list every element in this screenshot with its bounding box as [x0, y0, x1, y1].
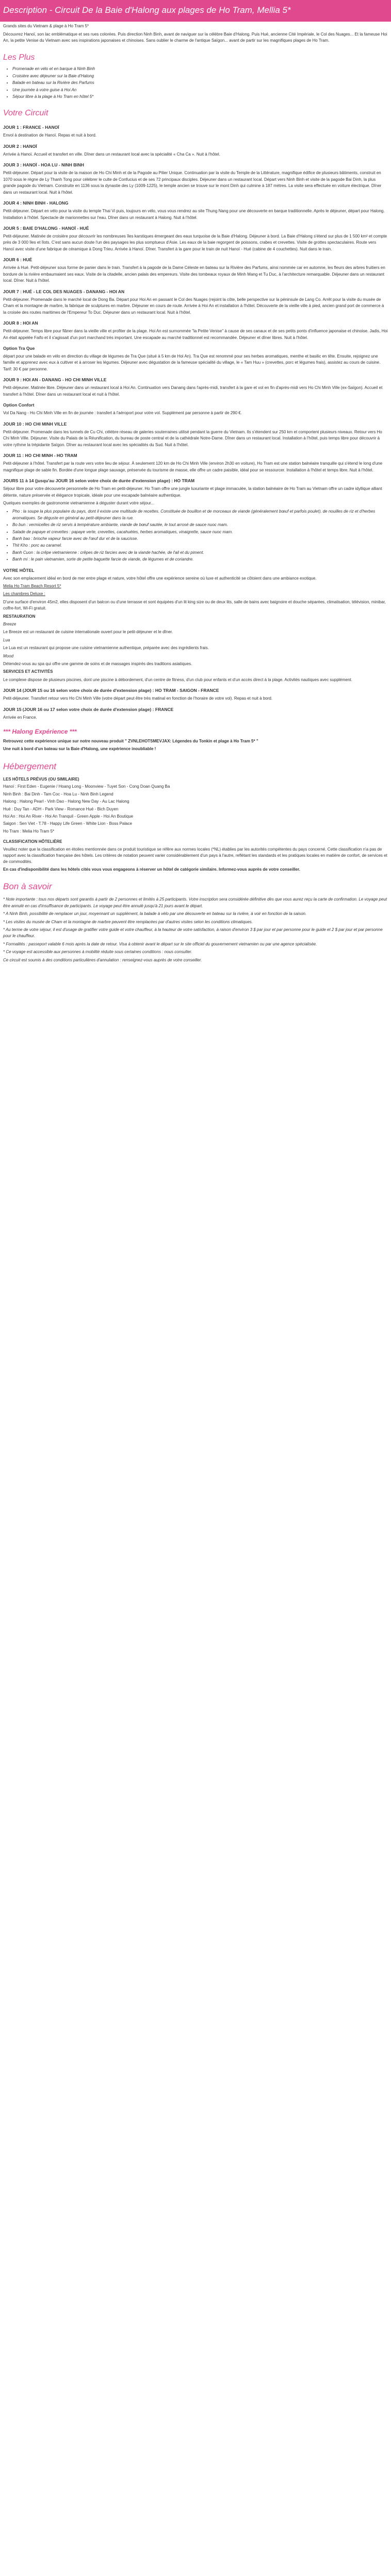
classification-label: CLASSIFICATION HÔTELIÈRE — [3, 839, 62, 844]
day-end-2-title: JOUR 15 (JOUR 16 ou 17 selon votre choix de durée d'extension plage) : FRANCE — [3, 706, 174, 712]
promo-title: *** Halong Expérience *** — [3, 728, 77, 736]
plus-list — [12, 66, 388, 100]
day-text: départ pour une balade en vélo en direction du village de légumes de Tra Que (situé à 5 km de Hoi An). Tra Que est renommé pour ses herbes aromatiques, menthe et basilic en tête. Ensuite, rejoignez une famille et apprenez avec eux à cultiver et à arroser les légumes. Déjeuner avec dégustation de la fameuse spécialité du village, le « Tam Huu » (crevettes, porc et légumes frais), assistez au cours de cuisine. Tarif: 30 € par personne. — [3, 354, 381, 371]
hotel-name: Melia Ho Tram Beach Resort 5* — [3, 584, 61, 589]
day-text: Petit-déjeuner. Promenade dans le marché local de Dong Ba. Départ pour Hoi An en passant le Col des Nuages (rejoint la côte, belle perspective sur la péninsule de Lang Co. Arrêt pour la visite du musée de Cham et la montagne de marbre, la fabrique de sculptures en marbre. Déjeuner en cours de route. Arrivée à Hoi An et installation à l'hôtel. Découverte de la vieille ville à pied, ancien grand port de commerce à la croisée des routes maritimes de l'Empereur To Duc. Déjeuner dans un restaurant local. Nuit à l'hôtel. — [3, 297, 384, 315]
day-text: Petit-déjeuner. Matinée de croisière pour découvrir les nombreuses îles karstiques émergeant des eaux turquoise de la Baie d'Halong. Déjeuner à bord. La Baie d'Halong s'étend sur plus de 1 500 km² et compte près de 3 000 îles et îlots. C'est sans aucun doute l'un des paysages les plus somptueux d'Asie. Les eaux de la baie regorgent de poissons, crabes et crevettes. Visite de grottes spectaculaires. Route vers Hanoï avec visite d'une fabrique de céramique à Dong Trieu. Arrivée à Hanoï. Dîner. Transfert à la gare pour le train de nuit Hanoï - Hué (cabine de 4 couchettes). Nuit dans le train. — [3, 234, 387, 251]
restaurant-2-text: Le Lua est un restaurant qui propose une cuisine vietnamienne authentique, préparée avec des ingrédients frais. — [3, 646, 209, 651]
gastronomy-item: • Salade de papaye et crevettes : papaye verte, crevettes, cacahuètes, herbes aromatiques, vinaigrette, sauce nuoc mam. — [12, 529, 388, 535]
note-item: * Les visites du musée de Cham et la montagne de marbre peuvent être remplacées par d'autres visites selon les conditions climatiques. — [3, 919, 253, 924]
day-title: JOUR 7 : HUÉ - LE COL DES NUAGES - DANANG - HOI AN — [3, 289, 125, 294]
plus-item: • Croisière avec déjeuner sur la Baie d'Halong — [12, 73, 388, 79]
day-title: Option Tra Que — [3, 345, 35, 351]
day-title: JOUR 6 : HUÉ — [3, 257, 32, 263]
hotel-item: Hanoï : First Eden - Eugenie / Hoang Long - Moonview - Tuyet Son - Cong Doan Quang Ba — [3, 784, 170, 789]
gastronomy-item: • Banh mi : le pain vietnamien, sorte de petite baguette farcie de viande, de légumes et de coriandre. — [12, 556, 388, 563]
restaurants-label: RESTAURATION — [3, 614, 36, 619]
note-item: * Ce voyage est accessible aux personnes à mobilité réduite sous certaines conditions : nous consulter. — [3, 950, 192, 955]
hotel-title: VOTRE HÔTEL — [3, 567, 35, 573]
hotels-list — [3, 776, 388, 873]
day-title: JOUR 3 : HANOÏ - HOA LU - NINH BINH — [3, 162, 84, 168]
day-text: Petit-déjeuner. Départ en vélo pour la visite du temple Thai Vi puis, toujours en vélo, vous vous rendrez au site Thung Nang pour une découverte en barque traditionnelle. Après le déjeuner, départ pour Halong. Installation à l'hôtel. Spectacle de marionnettes sur l'eau. Dîner dans un restaurant à Halong. Nuit à l'hôtel. — [3, 209, 385, 220]
day-text: Arrivée à Hué. Petit-déjeuner sous forme de panier dans le train. Transfert à la pagode de la Dame Céleste en bateau sur la Rivière des Parfums, ainsi nommée car en automne, les fleurs des arbres fruitiers en bordure de la rivière embaumaient ses eaux. Visite de la citadelle, ancien palais des empereurs. Visite des tombeaux royaux de Minh Mang et Tu Duc, à l'architecture remarquable. Déjeuner dans un restaurant local. Dîner. Nuit à l'hôtel. — [3, 265, 385, 283]
spa-label: Mood — [3, 653, 14, 658]
hotel-item: Ninh Binh : Bai Dinh - Tam Coc - Hoa Lu - Ninh Binh Legend — [3, 791, 113, 796]
hotel-rooms-label: Les chambres Deluxe : — [3, 591, 45, 597]
promo-line-2: Retrouvez cette expérience unique sur notre nouveau produit " ZVNLEHOTSMEVJAX: Légendes du Tonkin et plage à Ho Tram 5* " — [3, 738, 258, 743]
restaurant-1-text: Le Breeze est un restaurant de cuisine internationale ouvert pour le petit-déjeuner et le dîner. — [3, 630, 173, 635]
gastronomy-intro: Quelques exemples de gastronomie vietnamienne à déguster durant votre séjour... — [3, 501, 155, 506]
classification-note: En cas d'indisponibilité dans les hôtels cités vous vous engageons à réserver un hôtel de catégorie similaire. Informez-vous auprès de votre conseiller. — [3, 867, 300, 872]
hotel-item: Halong : Halong Pearl - Vinh Dao - Halong New Day - Au Lac Halong — [3, 799, 129, 804]
gastronomy-list — [12, 509, 388, 563]
gastronomy-item: • Banh Cuon : la crêpe vietnamienne : crêpes de riz farcies avec de la viande hachée, de l'ail et du piment. — [12, 550, 388, 556]
day-text: Petit-déjeuner. Matinée libre. Déjeuner dans un restaurant local à Hoi An. Continuation vers Danang dans l'après-midi, transfert à la gare et vol en fin d'après-midi vers Ho Chi Minh Ville (ex-Saïgon). Accueil et transfert à l'hôtel. Dîner dans un restaurant local et nuit à l'hôtel. — [3, 385, 383, 397]
restaurant-1-name: Breeze — [3, 622, 17, 627]
bon-a-savoir-title: Bon à savoir — [3, 882, 52, 892]
day-title: JOUR 2 : HANOÏ — [3, 143, 37, 149]
plus-title: Les Plus — [3, 53, 35, 62]
day-end-2-text: Arrivée en France. — [3, 715, 37, 720]
day-title: JOUR 5 : BAIE D'HALONG - HANOÏ - HUÉ — [3, 225, 89, 231]
note-item: * A Ninh Binh, possibilité de remplacer un jour, moyennant un supplément, la balade à vélo par une découverte en bateau sur la rivière, à voir en fonction de la saison. — [3, 911, 307, 917]
note-item: * Note importante : tous nos départs sont garantis à partir de 2 personnes et limités à 25 participants. Votre inscription sera considérée définitive dès que vous aurez reçu la carte de confirmation. Le voyage peut être annulé en cas d'insuffisance de participants. Le voyage peut être annulé jusqu'à 21 jours avant le départ. — [3, 897, 387, 908]
intro — [3, 23, 388, 44]
days-list — [3, 124, 388, 499]
plus-item: • Une journée à votre guise à Hoi An — [12, 87, 388, 93]
circuit-title: Votre Circuit — [3, 109, 48, 118]
hotel-text: Avec son emplacement idéal en bord de mer entre plage et nature, votre hôtel offre une expérience sereine où luxe et authenticité se côtoient dans une ambiance exotique. — [3, 575, 317, 581]
services-text: Le complexe dispose de plusieurs piscines, dont une piscine à débordement, d'un centre de fitness, d'un club pour enfants et d'un accès direct à la plage. Activités nautiques avec supplément. — [3, 677, 352, 682]
gastronomy-item: • Bo bun : vermicelles de riz servis à température ambiante, viande de bœuf sautée, le tout arrosé de sauce nuoc mam. — [12, 522, 388, 528]
day-title: Option Confort — [3, 402, 35, 408]
classification-text: Veuillez noter que la classification en étoiles mentionnée dans ce produit touristique se réfère aux normes locales (*NL) établies par les autorités compétentes du pays concerné. Cette classification n'a pas de rapport avec la classification française des hôtels. Les critères de notation peuvent varier considérablement d'un pays à l'autre, reflétant les standards et les pratiques locales en matière de confort, de services et de commodités. — [3, 846, 387, 865]
day-text: Vol Da Nang - Ho Chi Minh Ville en fin de journée : transfert à l'aéroport pour votre vol. Supplément par personne à partir de 290 €. — [3, 411, 242, 416]
day-text: Petit-déjeuner. Départ pour la visite de la maison de Ho Chi Minh et de la Pagode au Pilier Unique. Continuation par la visite du Temple de la Littérature, magnifique édifice de plusieurs bâtiments, construit en 1070 sous le règne de Ly Thanh Tong pour célébrer le culte de Confucius et de ses 72 principaux disciples. Déjeuner dans un restaurant local. Départ vers Ninh Binh et visite de la pagode Bai Dinh, la plus grande pagode du Vietnam. Construite en 1136 sous la dynastie des Ly (1009-1225), le temple ancien se trouve sur le mont Dinh qui culmine à 187 mètres. La visite sera effectuée en voiture électrique. Dîner dans un restaurant local. Nuit à l'hôtel. — [3, 171, 382, 195]
bon-a-savoir-list — [3, 896, 388, 963]
plus-item: • Balade en bateau sur la Rivière des Parfums — [12, 80, 388, 86]
day-title: JOUR 9 : HOI AN - DANANG - HO CHI MINH VILLE — [3, 377, 107, 383]
day-title: JOUR 4 : NINH BINH - HALONG — [3, 200, 69, 206]
hotel-item: Hué : Duy Tan - ADH - Park View - Romance Hué - Bich Duyen — [3, 806, 119, 811]
day-end-1-title: JOUR 14 (JOUR 15 ou 16 selon votre choix de durée d'extension plage) : HO TRAM - SAIGON - FRANCE — [3, 688, 219, 693]
plus-item: • Promenade en vélo et en barque à Ninh Binh — [12, 66, 388, 72]
spa-text: Détendez-vous au spa qui offre une gamme de soins et de massages inspirés des traditions asiatiques. — [3, 662, 192, 666]
day-title: JOURS 11 à 14 (jusqu'au JOUR 16 selon votre choix de durée d'extension plage) : HO TRAM — [3, 478, 195, 484]
main-content — [0, 23, 391, 963]
day-end-1-text: Petit-déjeuner. Transfert retour vers Ho Chi Minh Ville (votre départ peut être très matinal en fonction de l'horaire de votre vol). Repas et nuit à bord. — [3, 696, 273, 701]
day-text: Petit-déjeuner. Promenade dans les tunnels de Cu Chi, célèbre réseau de galeries souterraines utilisé pendant la guerre du Vietnam. Ils s'étendent sur 250 km et comportent plusieurs niveaux. Retour vers Ho Chi Minh Ville. Déjeuner. Visite du Palais de la Réunification, du bureau de poste central et de la cathédrale Notre-Dame. Dîner dans un restaurant local. Installation à l'hôtel, puis temps libre pour découvrir à votre rythme la trépidante Saïgon. Dîner au restaurant local avec les spécialités du Sud. Nuit à l'hôtel. — [3, 429, 382, 447]
gastronomy-item: • Banh bao : brioche vapeur farcie avec de l'œuf dur et de la saucisse. — [12, 536, 388, 542]
services-label: SERVICES ET ACTIVITÉS — [3, 669, 53, 674]
hotels-label: LES HÔTELS PRÉVUS (OU SIMILAIRE) — [3, 777, 79, 782]
hotel-item: Saigon : Sen Viet - T.78 - Happy Life Green - White Lion - Boss Palace — [3, 821, 133, 826]
hotel-item: Ho Tram : Melia Ho Tram 5* — [3, 828, 55, 834]
note-item: * Au terme de votre séjour, il est d'usage de gratifier votre guide et votre chauffeur, à la hauteur de votre satisfaction, à raison d'environ 3 $ par jour et par personne pour le guide et 2 $ par jour et par personne pour le chauffeur. — [3, 927, 383, 939]
plus-item: • Séjour libre à la plage à Ho Tram en hôtel 5* — [12, 94, 388, 100]
hebergement-title: Hébergement — [3, 761, 57, 771]
restaurant-2-name: Lua — [3, 637, 10, 642]
day-title: JOUR 10 : HO CHI MINH VILLE — [3, 421, 67, 427]
day-title: JOUR 11 : HO CHI MINH - HO TRAM — [3, 453, 77, 459]
intro-subtitle: Grands sites du Vietnam & plage à Ho Tram 5* — [3, 24, 89, 29]
promo-line-3: Une nuit à bord d'un bateau sur la Baie d'Halong, une expérience inoubliable ! — [3, 747, 156, 752]
gastronomy-item: • Pho : la soupe la plus populaire du pays, dont il existe une multitude de recettes. Constituée de bouillon et de morceaux de viande (généralement bœuf et parfois poulet), de nouilles de riz et d'herbes aromatiques. Se déguste en général au petit-déjeuner dans la rue. — [12, 509, 388, 521]
hotel-item: Hoi An : Hoi An River - Hoi An Tranquil - Green Apple - Hoi An Boutique — [3, 814, 134, 819]
intro-text: Découvrez Hanoï, son lac emblématique et ses rues colorées. Puis direction Ninh Binh, avant de naviguer sur la célèbre Baie d'Halong. Puis Hué, ancienne Cité Impériale, le Col des Nuages... Et la fameuse Hoi An, la petite Venise du Vietnam avec ses inspirations japonaises et chinoises. Sans oublier le charme de l'antique Saïgon... avant de partir sur les magnifiques plages de Ho Tram. — [3, 31, 387, 43]
page-banner — [0, 0, 391, 22]
page-title: Description - Circuit De la Baie d'Halong aux plages de Ho Tram, Mellia 5* — [3, 5, 291, 15]
note-item: Ce circuit est soumis à des conditions particulières d'annulation : renseignez-vous auprès de votre conseiller. — [3, 957, 202, 962]
day-title: JOUR 1 : FRANCE - HANOÏ — [3, 125, 59, 130]
hotel-rooms-text: D'une surface d'environ 45m2, elles disposent d'un balcon ou d'une terrasse et sont équipées d'un lit king size ou de deux lits, salle de bains avec baignoire et douche séparées, climatisation, télévision, minibar, coffre-fort, Wi-Fi gratuit. — [3, 599, 386, 611]
day-text: Petit-déjeuner. Temps libre pour flâner dans la vieille ville et profiter de la plage. Hoi An est surnommée "la Petite Venise" à cause de ses canaux et de ses petits ponts d'influence japonaise et chinoise. Jadis, Hoi An était appelée Faifo et il s'agissait d'un port marchand très important. Une escapade au marché traditionnel est recommandée. Déjeuner et dîner libres. Nuit à l'hôtel. — [3, 329, 388, 340]
day-text: Envol à destination de Hanoï. Repas et nuit à bord. — [3, 133, 97, 138]
gastronomy-item: • Thit Kho : porc au caramel. — [12, 543, 388, 549]
day-text: Arrivée à Hanoï. Accueil et transfert en ville. Dîner dans un restaurant local avec la spécialité « Cha Ca ». Nuit à l'hôtel. — [3, 151, 220, 157]
day-text: Petit-déjeuner à l'hôtel. Transfert par la route vers votre lieu de séjour. À seulement 120 km de Ho Chi Minh Ville (environ 2h30 en voiture), Ho Tram est une station balnéaire tranquille qui s'étend le long d'une magnifique plage de sable fin. Bordée d'une longue plage sauvage, préservée du tourisme de masse, elle offre un cadre paisible, idéal pour se ressourcer. Installation à l'hôtel et temps libre. Nuit à l'hôtel. — [3, 461, 383, 472]
note-item: * Formalités : passeport valable 6 mois après la date de retour. Visa à obtenir avant le départ sur le site officiel du gouvernement vietnamien ou par une agence spécialisée. — [3, 941, 317, 946]
day-title: JOUR 8 : HOI AN — [3, 320, 38, 326]
day-text: Séjour libre pour votre découverte personnelle de Ho Tram en petit-déjeuner. Ho Tram offre une jungle luxuriante et plage immaculée, la station balnéaire de Ho Tram au Vietnam offre un cadre idyllique alliant détente, nature préservée et élégance tropicale, idéale pour une escapade balnéaire authentique. — [3, 486, 382, 498]
